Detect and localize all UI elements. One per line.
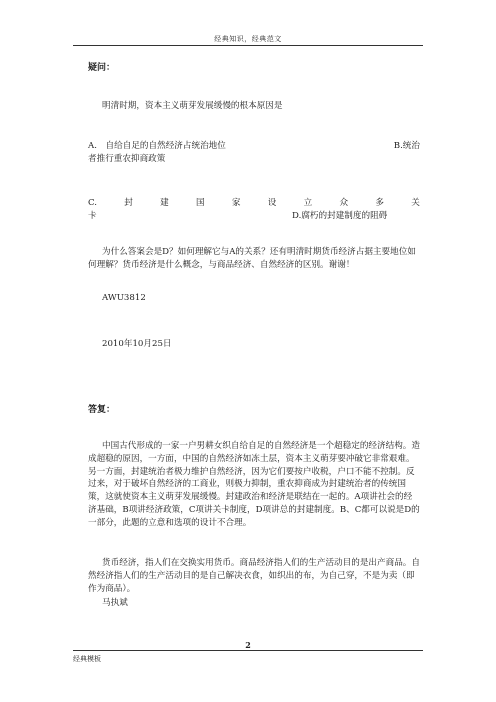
option-c-char: 立: [303, 198, 313, 208]
option-a-b-row: [88, 140, 420, 153]
option-b-continued: 者推行重农抑商政策: [88, 154, 166, 164]
option-c-row: [88, 197, 420, 210]
option-a: A. 自给自足的自然经济占统治地位: [88, 141, 226, 151]
answer-signature: 马执斌: [102, 598, 128, 608]
footer-rule: [73, 650, 423, 651]
option-c-spread: [88, 197, 420, 210]
answer-heading: 答复：: [88, 405, 116, 415]
page-number: 2: [245, 640, 251, 650]
option-d: D.腐朽的封建制度的阻碍: [292, 211, 388, 221]
question-ask: 为什么答案会是D？如何理解它与A的关系？还有明清时期货币经济占据主要地位如何理解？货币经济是什么概念，与商品经济、自然经济的区别。谢谢！: [88, 247, 416, 270]
header-title: 经典知识，经典范文: [214, 35, 282, 43]
option-c-char: 建: [160, 198, 169, 208]
answer-paragraph-2: 货币经济，指人们在交换实用货币。商品经济指人们的生产活动目的是出产商品。自然经济指人们的生产活动目的是自己解决衣食，如织出的布，为自己穿，不是为卖（即作为商品）。: [88, 558, 420, 594]
footer-label: 经典模板: [73, 655, 101, 663]
answer-paragraph-1: 中国古代形成的一家一户男耕女织自给自足的自然经济是一个超稳定的经济结构。造成超稳的原因，一方面，中国的自然经济如冻土层，资本主义萌芽要冲破它非常艰难。另一方面，封建统治者极力维护自然经济，因为它们要按户收税，户口不能不控制。反过来，对于破坏自然经济的工商业，则极力抑制，重农抑商成为封建统治者的传统国策，这就使资本主义萌芽发展缓慢。封建政治和经济是联结在一起的。A项讲社会的经济基础，B项讲经济政策，C项讲关卡制度，D项讲总的封建制度。B、C都可以说是D的一部分，此题的立意和选项的设计不合理。: [88, 441, 420, 528]
question-stem: 明清时期，资本主义萌芽发展缓慢的根本原因是: [102, 101, 283, 111]
option-c-char: C.: [88, 198, 98, 208]
option-c-end: 卡: [88, 211, 97, 221]
option-c-char: 国: [196, 198, 205, 208]
question-heading: 疑问：: [88, 63, 116, 73]
option-c-char: 封: [124, 198, 133, 208]
option-c-char: 多: [375, 198, 385, 208]
option-c-char: 家: [231, 198, 241, 208]
option-c-char: 设: [267, 198, 277, 208]
option-c-d-row: [88, 210, 420, 223]
option-c-char: 众: [339, 198, 349, 208]
question-id: AWU3812: [102, 293, 146, 303]
option-b-start: B.统治: [393, 141, 420, 151]
question-date: 2010年10月25日: [102, 339, 172, 349]
option-c-char: 关: [411, 198, 420, 208]
